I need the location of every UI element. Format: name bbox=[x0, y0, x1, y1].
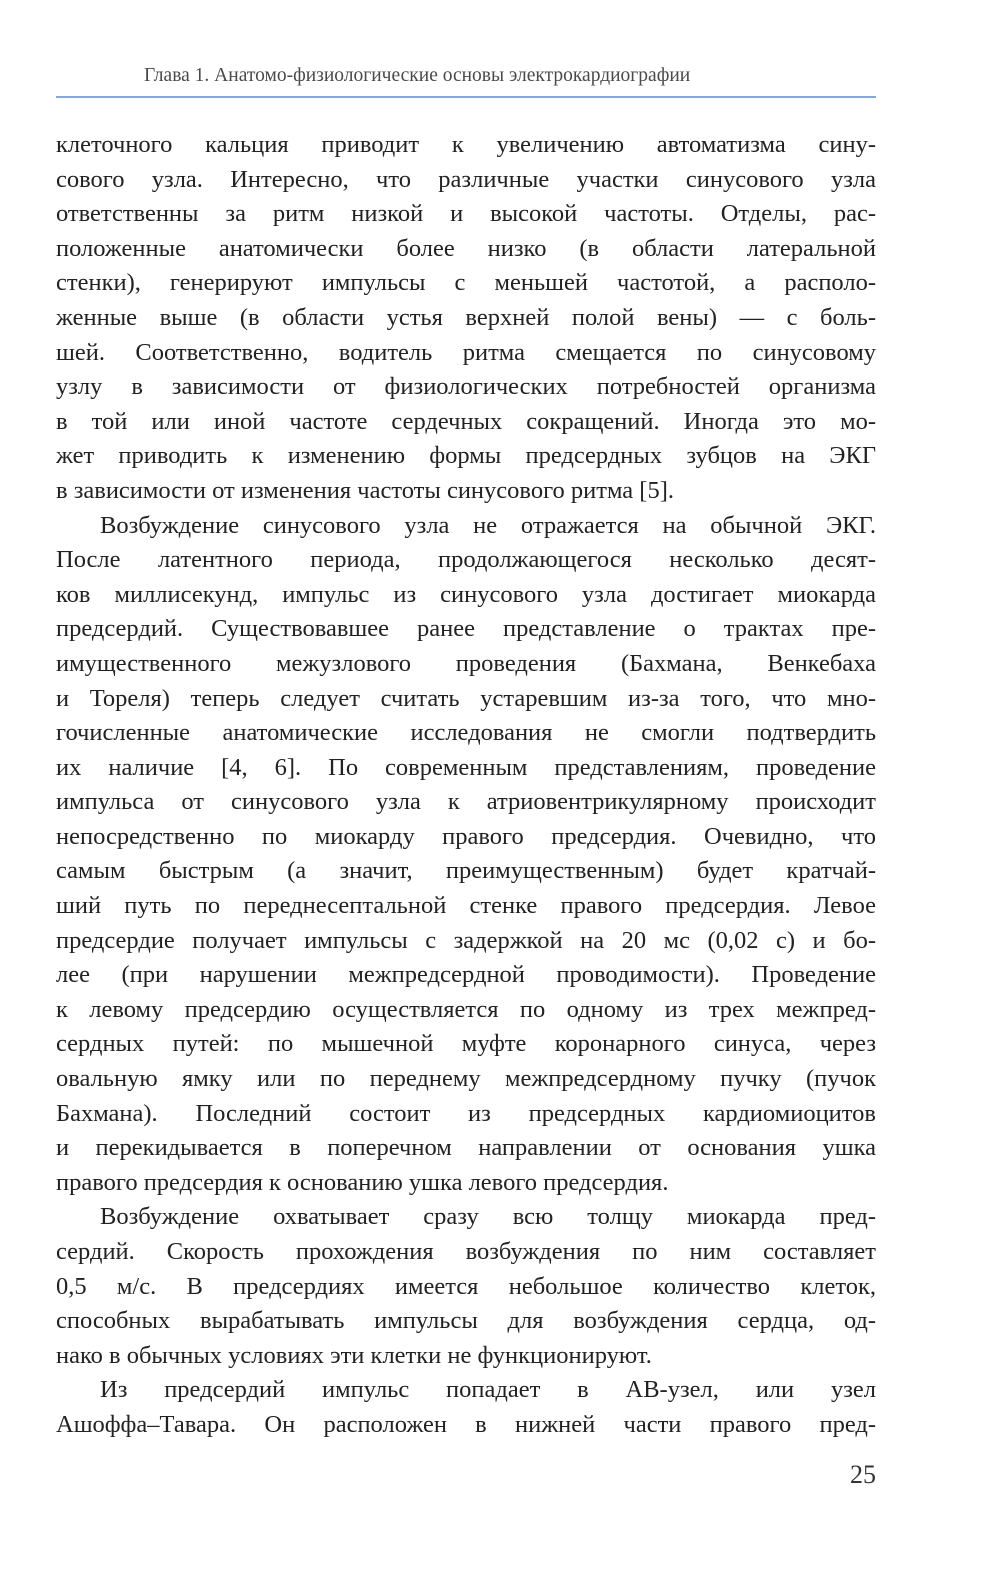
text-line: предсердие получает импульсы с задержкой на 20 мс (0,02 с) и бо- bbox=[56, 926, 876, 954]
text-line: способных вырабатывать импульсы для возбуждения сердца, од- bbox=[56, 1307, 876, 1335]
text-line: Ашоффа–Тавара. Он расположен в нижней части правого пред- bbox=[56, 1410, 876, 1438]
text-line: самым быстрым (а значит, преимущественным) будет кратчай- bbox=[56, 857, 876, 885]
text-line: в зависимости от изменения частоты синусового ритма [5]. bbox=[56, 476, 674, 504]
text-line: сового узла. Интересно, что различные участки синусового узла bbox=[56, 165, 876, 193]
text-line: 0,5 м/с. В предсердиях имеется небольшое количество клеток, bbox=[56, 1272, 876, 1300]
text-line: импульса от синусового узла к атриовентрикулярному происходит bbox=[56, 788, 876, 816]
text-line: к левому предсердию осуществляется по одному из трех межпред- bbox=[56, 995, 876, 1023]
text-line: и перекидывается в поперечном направлении от основания ушка bbox=[56, 1134, 876, 1162]
text-line: ответственны за ритм низкой и высокой частоты. Отделы, рас- bbox=[56, 200, 876, 228]
text-line: и Тореля) теперь следует считать устаревшим из-за того, что мно- bbox=[56, 684, 876, 712]
running-head: Глава 1. Анатомо-физиологические основы электрокардиографии bbox=[144, 65, 691, 86]
text-line: предсердий. Существовавшее ранее представление о трактах пре- bbox=[56, 615, 876, 643]
text-line: лее (при нарушении межпредсердной проводимости). Проведение bbox=[56, 961, 876, 989]
text-line: клеточного кальция приводит к увеличению автоматизма сину- bbox=[56, 131, 876, 158]
text-line: Возбуждение синусового узла не отражается на обычной ЭКГ. bbox=[100, 511, 876, 539]
text-line: шей. Соответственно, водитель ритма смещается по синусовому bbox=[56, 338, 876, 366]
text-line: сердных путей: по мышечной муфте коронарного синуса, через bbox=[56, 1030, 876, 1058]
text-line: Бахмана). Последний состоит из предсердных кардиомиоцитов bbox=[56, 1099, 876, 1127]
text-line: правого предсердия к основанию ушка левого предсердия. bbox=[56, 1168, 669, 1196]
page-number: 25 bbox=[850, 1460, 876, 1489]
text-line: жет приводить к изменению формы предсердных зубцов на ЭКГ bbox=[56, 442, 876, 470]
text-line: ков миллисекунд, импульс из синусового узла достигает миокарда bbox=[56, 580, 876, 608]
text-line: непосредственно по миокарду правого предсердия. Очевидно, что bbox=[56, 822, 876, 850]
text-line: гочисленные анатомические исследования не смогли подтвердить bbox=[56, 719, 876, 747]
text-line: нако в обычных условиях эти клетки не функционируют. bbox=[56, 1341, 652, 1369]
text-line: сердий. Скорость прохождения возбуждения по ним составляет bbox=[56, 1238, 876, 1265]
text-line: стенки), генерируют импульсы с меньшей частотой, а располо- bbox=[56, 269, 876, 297]
header-rule bbox=[56, 96, 876, 98]
text-line: имущественного межузлового проведения (Бахмана, Венкебаха bbox=[56, 649, 876, 677]
text-line: После латентного периода, продолжающегося несколько десят- bbox=[56, 546, 876, 574]
text-line: ший путь по переднесептальной стенке правого предсердия. Левое bbox=[56, 892, 876, 920]
text-line: овальную ямку или по переднему межпредсердному пучку (пучок bbox=[56, 1065, 876, 1093]
text-line: женные выше (в области устья верхней полой вены) — с боль- bbox=[56, 303, 876, 331]
text-line: Из предсердий импульс попадает в АВ-узел, или узел bbox=[100, 1376, 876, 1404]
body-text bbox=[56, 128, 876, 1443]
text-line: положенные анатомически более низко (в области латеральной bbox=[56, 234, 876, 262]
text-line: узлу в зависимости от физиологических потребностей организма bbox=[56, 373, 876, 401]
text-line: в той или иной частоте сердечных сокращений. Иногда это мо- bbox=[56, 407, 876, 435]
text-line: их наличие [4, 6]. По современным представлениям, проведение bbox=[56, 753, 876, 781]
text-line: Возбуждение охватывает сразу всю толщу миокарда пред- bbox=[100, 1203, 876, 1231]
